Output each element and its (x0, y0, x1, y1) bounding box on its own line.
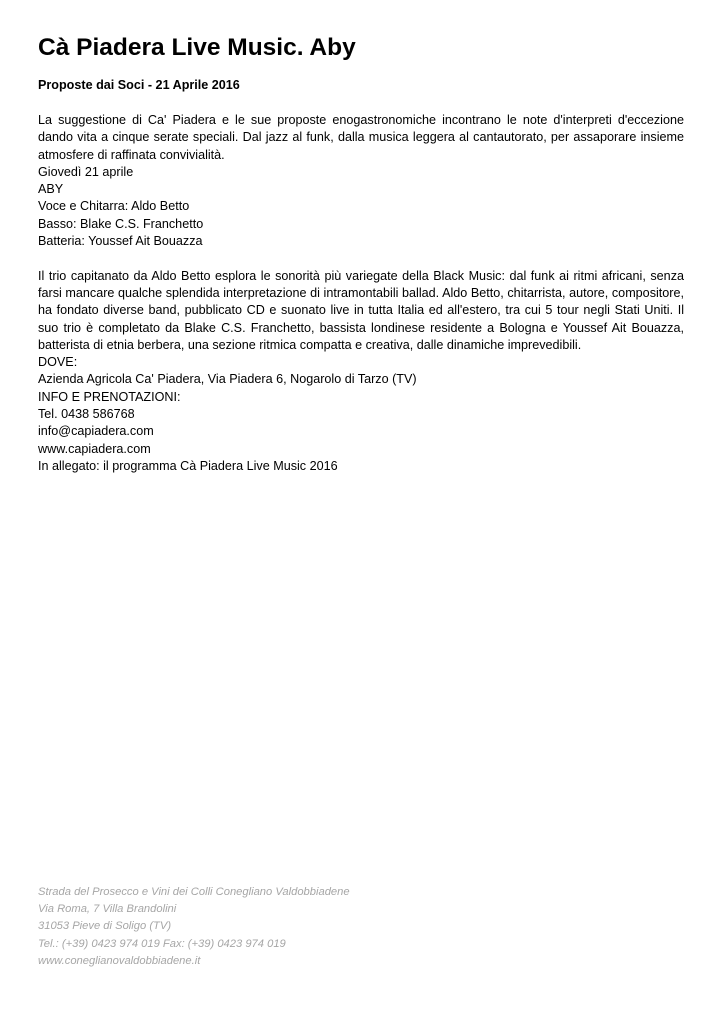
footer-city: 31053 Pieve di Soligo (TV) (38, 920, 172, 933)
paragraph-spacer (38, 250, 684, 267)
location-address: Azienda Agricola Ca' Piadera, Via Piadera 6, Nogarolo di Tarzo (TV) (38, 372, 417, 387)
event-date: Giovedì 21 aprile (38, 164, 134, 179)
event-lineup-vocals: Voce e Chitarra: Aldo Betto (38, 199, 190, 214)
footer-website: www.coneglianovaldobbiadene.it (38, 954, 201, 967)
booking-heading: INFO E PRENOTAZIONI: (38, 389, 181, 404)
trio-paragraph: Il trio capitanato da Aldo Betto esplora le sonorità più variegate della Black Music: dal funk ai ritmi africani, senza farsi mancare qualche splendida interpretazione di intramontabili ballad. Aldo Betto, chitarrista, autore, compositore, ha fondato diverse band, pubblicato CD e suonato live in tutta Italia ed all'estero, tra cui 5 tour negli Stati Uniti. Il suo trio è completato da Blake C.S. Franchetto, bassista londinese residente a Bologna e Youssef Ait Bouazza, batterista di etnia berbera, una sezione ritmica compatta e creativa, dalle dinamiche imprevedibili. (38, 268, 684, 352)
event-lineup-bass: Basso: Blake C.S. Franchetto (38, 216, 204, 231)
document-body (38, 112, 684, 475)
page-footer (38, 884, 350, 970)
page-subtitle: Proposte dai Soci - 21 Aprile 2016 (38, 78, 240, 92)
booking-email: info@capiadera.com (38, 424, 154, 439)
page-title: Cà Piadera Live Music. Aby (38, 34, 356, 61)
intro-paragraph: La suggestione di Ca' Piadera e le sue proposte enogastronomiche incontrano le note d'interpreti d'eccezione dando vita a cinque serate speciali. Dal jazz al funk, dalla musica leggera al cantautorato, per assaporare insieme atmosfere di raffinata convivialità. (38, 113, 684, 162)
footer-street: Via Roma, 7 Villa Brandolini (38, 903, 177, 916)
event-band-name: ABY (38, 182, 64, 197)
footer-organization: Strada del Prosecco e Vini dei Colli Conegliano Valdobbiadene (38, 886, 350, 898)
footer-phone-fax: Tel.: (+39) 0423 974 019 Fax: (+39) 0423 974 019 (38, 937, 286, 950)
document-page (38, 30, 684, 475)
booking-website: www.capiadera.com (38, 441, 151, 456)
location-heading: DOVE: (38, 355, 78, 370)
attachment-note: In allegato: il programma Cà Piadera Live Music 2016 (38, 458, 338, 473)
event-lineup-drums: Batteria: Youssef Ait Bouazza (38, 234, 203, 249)
booking-phone: Tel. 0438 586768 (38, 407, 135, 422)
